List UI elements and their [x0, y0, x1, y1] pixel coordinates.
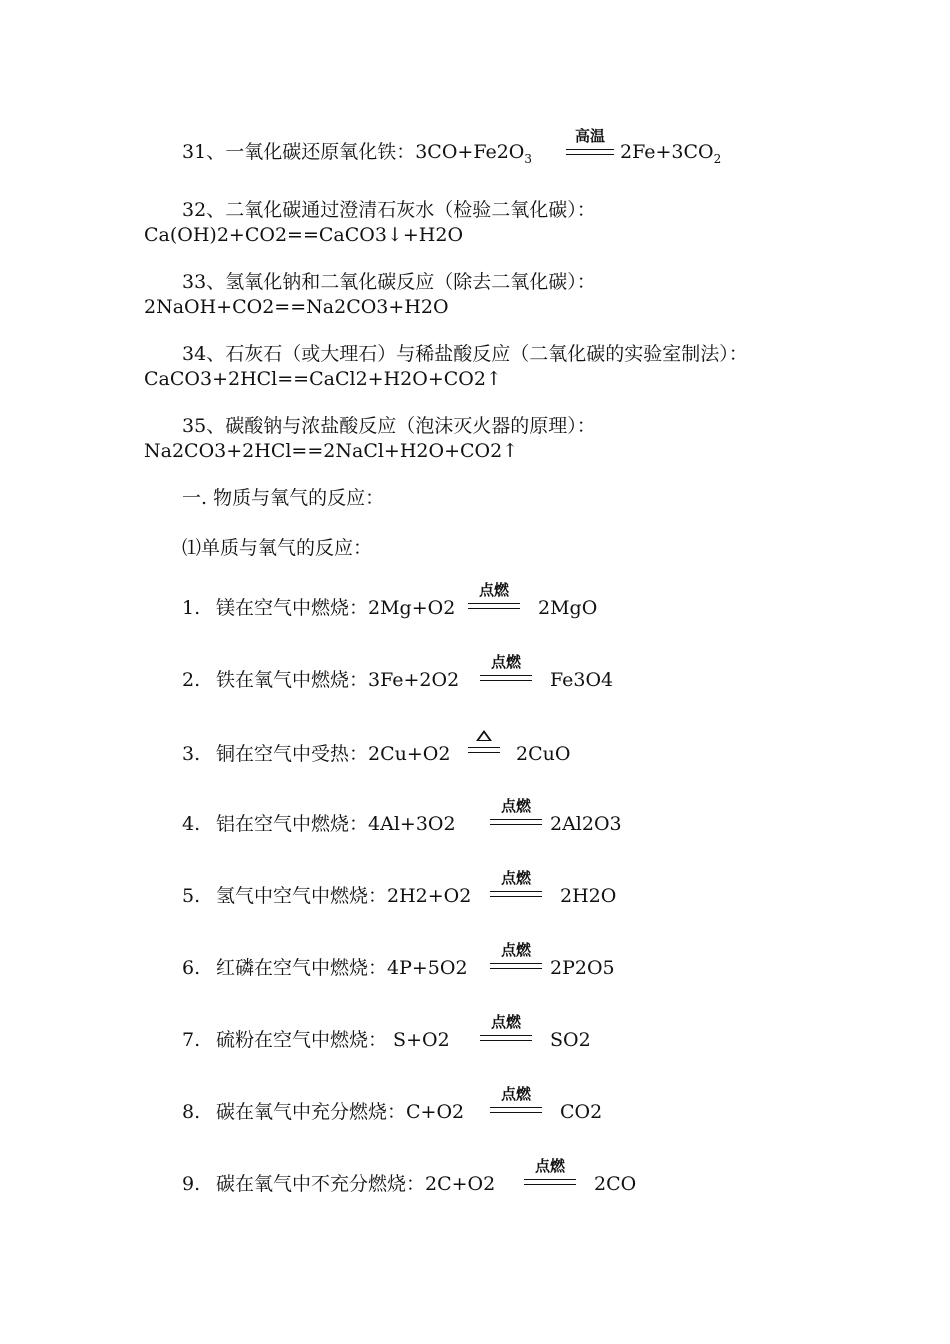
- reaction-35-equation: Na2CO3+2HCl==2NaCl+H2O+CO2↑: [144, 440, 519, 462]
- oxygen-reaction-2: [182, 668, 459, 692]
- item-number: 7.: [182, 1029, 201, 1051]
- condition-ignite: [468, 582, 520, 612]
- condition-ignite: [480, 654, 532, 684]
- reaction-title: 、二氧化碳通过澄清石灰水（检验二氧化碳）：: [206, 199, 596, 221]
- reaction-number: 33: [182, 271, 207, 293]
- reaction-title: 铜在空气中受热：: [216, 743, 369, 765]
- products: [620, 140, 721, 171]
- reaction-35-title: [182, 414, 596, 438]
- condition-label: 点燃: [500, 1085, 531, 1103]
- products: 2CO: [594, 1173, 637, 1195]
- oxygen-reaction-1: [182, 596, 455, 620]
- reactants: C+O2: [406, 1101, 465, 1123]
- item-number: 8.: [182, 1101, 201, 1123]
- oxygen-reaction-3: [182, 742, 450, 766]
- oxygen-reaction-6: [182, 956, 468, 980]
- reactants: 2C+O2: [425, 1173, 496, 1195]
- condition-heat: [468, 726, 500, 756]
- products: 2Al2O3: [550, 813, 622, 835]
- reaction-title: 铁在氧气中燃烧：: [216, 669, 369, 691]
- reactants: 4Al+3O2: [368, 813, 456, 835]
- item-number: 4.: [182, 813, 201, 835]
- reaction-32-equation: Ca(OH)2+CO2==CaCO3↓+H2O: [144, 224, 464, 246]
- double-line: [480, 1035, 532, 1041]
- products: 2P2O5: [550, 957, 615, 979]
- reaction-title: 镁在空气中燃烧：: [216, 597, 369, 619]
- reaction-title: 氢气中空气中燃烧：: [216, 885, 388, 907]
- reactants: S+O2: [387, 1029, 450, 1051]
- reaction-title: 、一氧化碳还原氧化铁：: [206, 141, 416, 163]
- condition-ignite: [490, 870, 542, 900]
- condition-ignite: [490, 942, 542, 972]
- oxygen-reaction-9: [182, 1172, 495, 1196]
- condition-label: 点燃: [478, 581, 509, 599]
- condition-label: 点燃: [500, 869, 531, 887]
- double-line: [468, 747, 500, 753]
- reaction-33-title: [182, 270, 596, 294]
- condition-label: 高温: [574, 127, 605, 145]
- products: 2H2O: [560, 885, 617, 907]
- products: 2MgO: [538, 597, 598, 619]
- subsection-heading: ⑴单质与氧气的反应：: [182, 537, 373, 559]
- section-heading: 一. 物质与氧气的反应：: [182, 487, 385, 509]
- products: SO2: [550, 1029, 591, 1051]
- reactants: 2Cu+O2: [368, 743, 451, 765]
- double-line: [490, 891, 542, 897]
- double-line: [480, 675, 532, 681]
- subscript: 3: [524, 151, 533, 166]
- oxygen-reaction-7: [182, 1028, 450, 1052]
- reactants: 2H2+O2: [387, 885, 472, 907]
- reaction-title: 、碳酸钠与浓盐酸反应（泡沫灭火器的原理）：: [206, 415, 596, 437]
- reaction-34-title: [182, 342, 748, 366]
- reaction-number: 34: [182, 343, 207, 365]
- condition-label: 点燃: [500, 941, 531, 959]
- item-number: 3.: [182, 743, 201, 765]
- oxygen-reaction-5: [182, 884, 471, 908]
- condition-ignite: [490, 798, 542, 828]
- reactants: 3Fe+2O2: [368, 669, 460, 691]
- item-number: 2.: [182, 669, 201, 691]
- reaction-number: 35: [182, 415, 207, 437]
- reaction-title: 碳在氧气中充分燃烧：: [216, 1101, 407, 1123]
- double-line: [490, 1107, 542, 1113]
- condition-ignite: [490, 1086, 542, 1116]
- condition-ignite: [524, 1158, 576, 1188]
- reaction-31: [182, 140, 532, 171]
- heat-triangle-icon: [476, 730, 492, 741]
- item-number: 1.: [182, 597, 201, 619]
- item-number: 9.: [182, 1173, 201, 1195]
- products: Fe3O4: [550, 669, 614, 691]
- condition-label: 点燃: [490, 653, 521, 671]
- reaction-title: 碳在氧气中不充分燃烧：: [216, 1173, 426, 1195]
- product-text: 2Fe+3CO: [620, 141, 714, 163]
- reaction-title: 铝在空气中燃烧：: [216, 813, 369, 835]
- condition-ignite: [480, 1014, 532, 1044]
- double-line: [490, 963, 542, 969]
- condition-label: 点燃: [500, 797, 531, 815]
- reaction-title: 硫粉在空气中燃烧：: [216, 1029, 388, 1051]
- item-number: 5.: [182, 885, 201, 907]
- double-line: [468, 603, 520, 609]
- reactants: 4P+5O2: [387, 957, 468, 979]
- oxygen-reaction-8: [182, 1100, 464, 1124]
- condition-label: 点燃: [490, 1013, 521, 1031]
- reaction-33-equation: 2NaOH+CO2==Na2CO3+H2O: [144, 296, 449, 318]
- reactants: 2Mg+O2: [368, 597, 456, 619]
- double-line: [490, 819, 542, 825]
- reaction-number: 32: [182, 199, 207, 221]
- reaction-34-equation: CaCO3+2HCl==CaCl2+H2O+CO2↑: [144, 368, 502, 390]
- reaction-title: 、氢氧化钠和二氧化碳反应（除去二氧化碳）：: [206, 271, 596, 293]
- oxygen-reaction-4: [182, 812, 456, 836]
- item-number: 6.: [182, 957, 201, 979]
- condition-label: 点燃: [534, 1157, 565, 1175]
- products: CO2: [560, 1101, 603, 1123]
- double-line: [524, 1179, 576, 1185]
- products: 2CuO: [516, 743, 571, 765]
- reaction-number: 31: [182, 141, 207, 163]
- double-line: [566, 149, 614, 155]
- condition-high-temp: [566, 128, 614, 158]
- reaction-32-title: [182, 198, 596, 222]
- reaction-title: 、石灰石（或大理石）与稀盐酸反应（二氧化碳的实验室制法）：: [206, 343, 748, 365]
- reactants: 3CO+Fe2O: [415, 141, 525, 163]
- subscript: 2: [713, 151, 722, 166]
- reaction-title: 红磷在空气中燃烧：: [216, 957, 388, 979]
